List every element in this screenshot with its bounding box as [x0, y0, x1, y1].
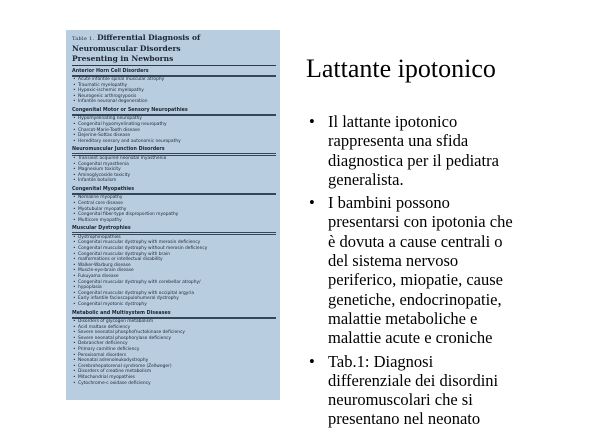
- table-section: [72, 67, 276, 105]
- table-item: • Magnesium toxicity: [72, 167, 276, 173]
- table-item: • Congenital muscular dystrophy with cerebellar atrophy/: [72, 280, 276, 286]
- table-item: • Walker-Warburg disease: [72, 263, 276, 269]
- table-item: • Dejerine-Sottas disease: [72, 133, 276, 139]
- table-item: • Hereditary sensory and autonomic neuropathy: [72, 139, 276, 145]
- table-item: • Neurogenic arthrogryposis: [72, 94, 276, 100]
- bullet-dot-icon: •: [309, 112, 315, 131]
- table-section-items: [72, 234, 276, 308]
- table-item: • Peroxisomal disorders: [72, 353, 276, 359]
- table-section: [72, 146, 276, 184]
- table-title-line-3: Presenting in Newborns: [72, 54, 174, 63]
- table-item: • Infantile botulism: [72, 178, 276, 184]
- table-item: • Severe neonatal phosphofructokinase deficiency: [72, 330, 276, 336]
- table-item: • hypoplasia: [72, 285, 276, 291]
- table-section-items: [72, 76, 276, 105]
- table-section-title: Anterior Horn Cell Disorders: [72, 67, 276, 76]
- table-item: • Multicore myopathy: [72, 218, 276, 224]
- table-item: • Acute infantile spinal muscular atrophy: [72, 77, 276, 83]
- table-section-title: Metabolic and Multisystem Diseases: [72, 309, 276, 318]
- table-item: • Dystrophinopathies: [72, 235, 276, 241]
- table-section-title: Congenital Motor or Sensory Neuropathies: [72, 106, 276, 115]
- table-section-title: Congenital Myopathies: [72, 185, 276, 194]
- bullet-item: [306, 352, 596, 429]
- table-section-items: [72, 115, 276, 144]
- bullet-text: Il lattante ipotonico rappresenta una sfida diagnostica per il pediatra generalista.: [328, 112, 499, 189]
- table-item: • Debrancher deficiency: [72, 341, 276, 347]
- table-item: • Fukuyama disease: [72, 274, 276, 280]
- table-item: • Disorders of glycogen metabolism: [72, 319, 276, 325]
- table-item: • Nemaline myopathy: [72, 195, 276, 201]
- table-section: [72, 225, 276, 308]
- table-item: • Cerebrohepatorenal syndrome (Zellweger): [72, 364, 276, 370]
- table-label: Table 1.: [72, 36, 95, 42]
- bullet-dot-icon: •: [309, 193, 315, 213]
- table-item: • Cytochrome-c oxidase deficiency: [72, 381, 276, 387]
- table-caption-line-1: [72, 33, 276, 44]
- table-item: • Transient acquired neonatal myasthenia: [72, 156, 276, 162]
- table-item: • Central core disease: [72, 201, 276, 207]
- table-item: • Acid maltase deficiency: [72, 325, 276, 331]
- table-item: • Early infantile facioscapulohumeral dystrophy: [72, 296, 276, 302]
- table-item: • Infantile neuronal degeneration: [72, 99, 276, 105]
- slide-title: Lattante ipotonico: [306, 54, 496, 83]
- table-item: • Primary carnitine deficiency: [72, 347, 276, 353]
- table-item: • Myotubular myopathy: [72, 207, 276, 213]
- table-item: • Mitochondrial myopathies: [72, 375, 276, 381]
- table-item: • Severe neonatal phosphorylase deficiency: [72, 336, 276, 342]
- table-image: [66, 30, 280, 400]
- table-item: • Congenital muscular dystrophy with occipital argyria: [72, 291, 276, 297]
- bullet-item: [306, 193, 596, 347]
- table-item: • Aminoglycoside toxicity: [72, 173, 276, 179]
- table-item: • Congenital muscular dystrophy without merosin deficiency: [72, 246, 276, 252]
- table-item: • Neonatal adrenoleukodystrophy: [72, 358, 276, 364]
- bullet-dot-icon: •: [309, 351, 315, 371]
- table-title-line-1: Differential Diagnosis of: [97, 33, 201, 42]
- table-section-title: Neuromuscular Junction Disorders: [72, 146, 276, 155]
- table-item: • Congenital muscular dystrophy with merosin deficiency: [72, 240, 276, 246]
- table-section: [72, 185, 276, 223]
- table-title-line-2: Neuromuscular Disorders: [72, 44, 181, 53]
- table-item: • Congenital myasthenia: [72, 162, 276, 168]
- table-item: • Congenital muscular dystrophy with brain: [72, 252, 276, 258]
- table-item: • Congenital fiber-type disproportion myopathy: [72, 212, 276, 218]
- table-section-items: [72, 318, 276, 386]
- table-item: • Charcot-Marie-Tooth disease: [72, 128, 276, 134]
- table-item: • Congenital hypomyelinating neuropathy: [72, 122, 276, 128]
- table-header-rule: [72, 65, 276, 66]
- table-section: [72, 106, 276, 144]
- table-item: • Disorders of creatine metabolism: [72, 369, 276, 375]
- bullet-text: Tab.1: Diagnosi differenziale dei disordini neuromuscolari che si presentano nel neonato: [328, 351, 499, 429]
- table-item: • Hypomyelinating neuropathy: [72, 116, 276, 122]
- table-item: • Congenital myotonic dystrophy: [72, 302, 276, 308]
- table-section-items: [72, 194, 276, 223]
- table-item: • Hypoxic-ischemic myelopathy: [72, 88, 276, 94]
- table-body: [72, 67, 276, 388]
- table-item: • Traumatic myelopathy: [72, 83, 276, 89]
- table-header: [72, 33, 276, 64]
- bullet-item: [306, 112, 596, 189]
- table-section: [72, 309, 276, 386]
- table-item: • Muscle-eye-brain disease: [72, 268, 276, 274]
- table-section-items: [72, 155, 276, 184]
- bullet-text: I bambini possono presentarsi con ipotonia che è dovuta a cause centrali o del sistema nervoso periferico, miopatie, cause genetiche, endocrinopatie, malattie metaboliche e malattie acute e croniche: [328, 193, 513, 348]
- table-section-title: Muscular Dystrophies: [72, 225, 276, 234]
- bullet-list: [306, 112, 596, 433]
- table-item: • malformations or intellectual disability: [72, 257, 276, 263]
